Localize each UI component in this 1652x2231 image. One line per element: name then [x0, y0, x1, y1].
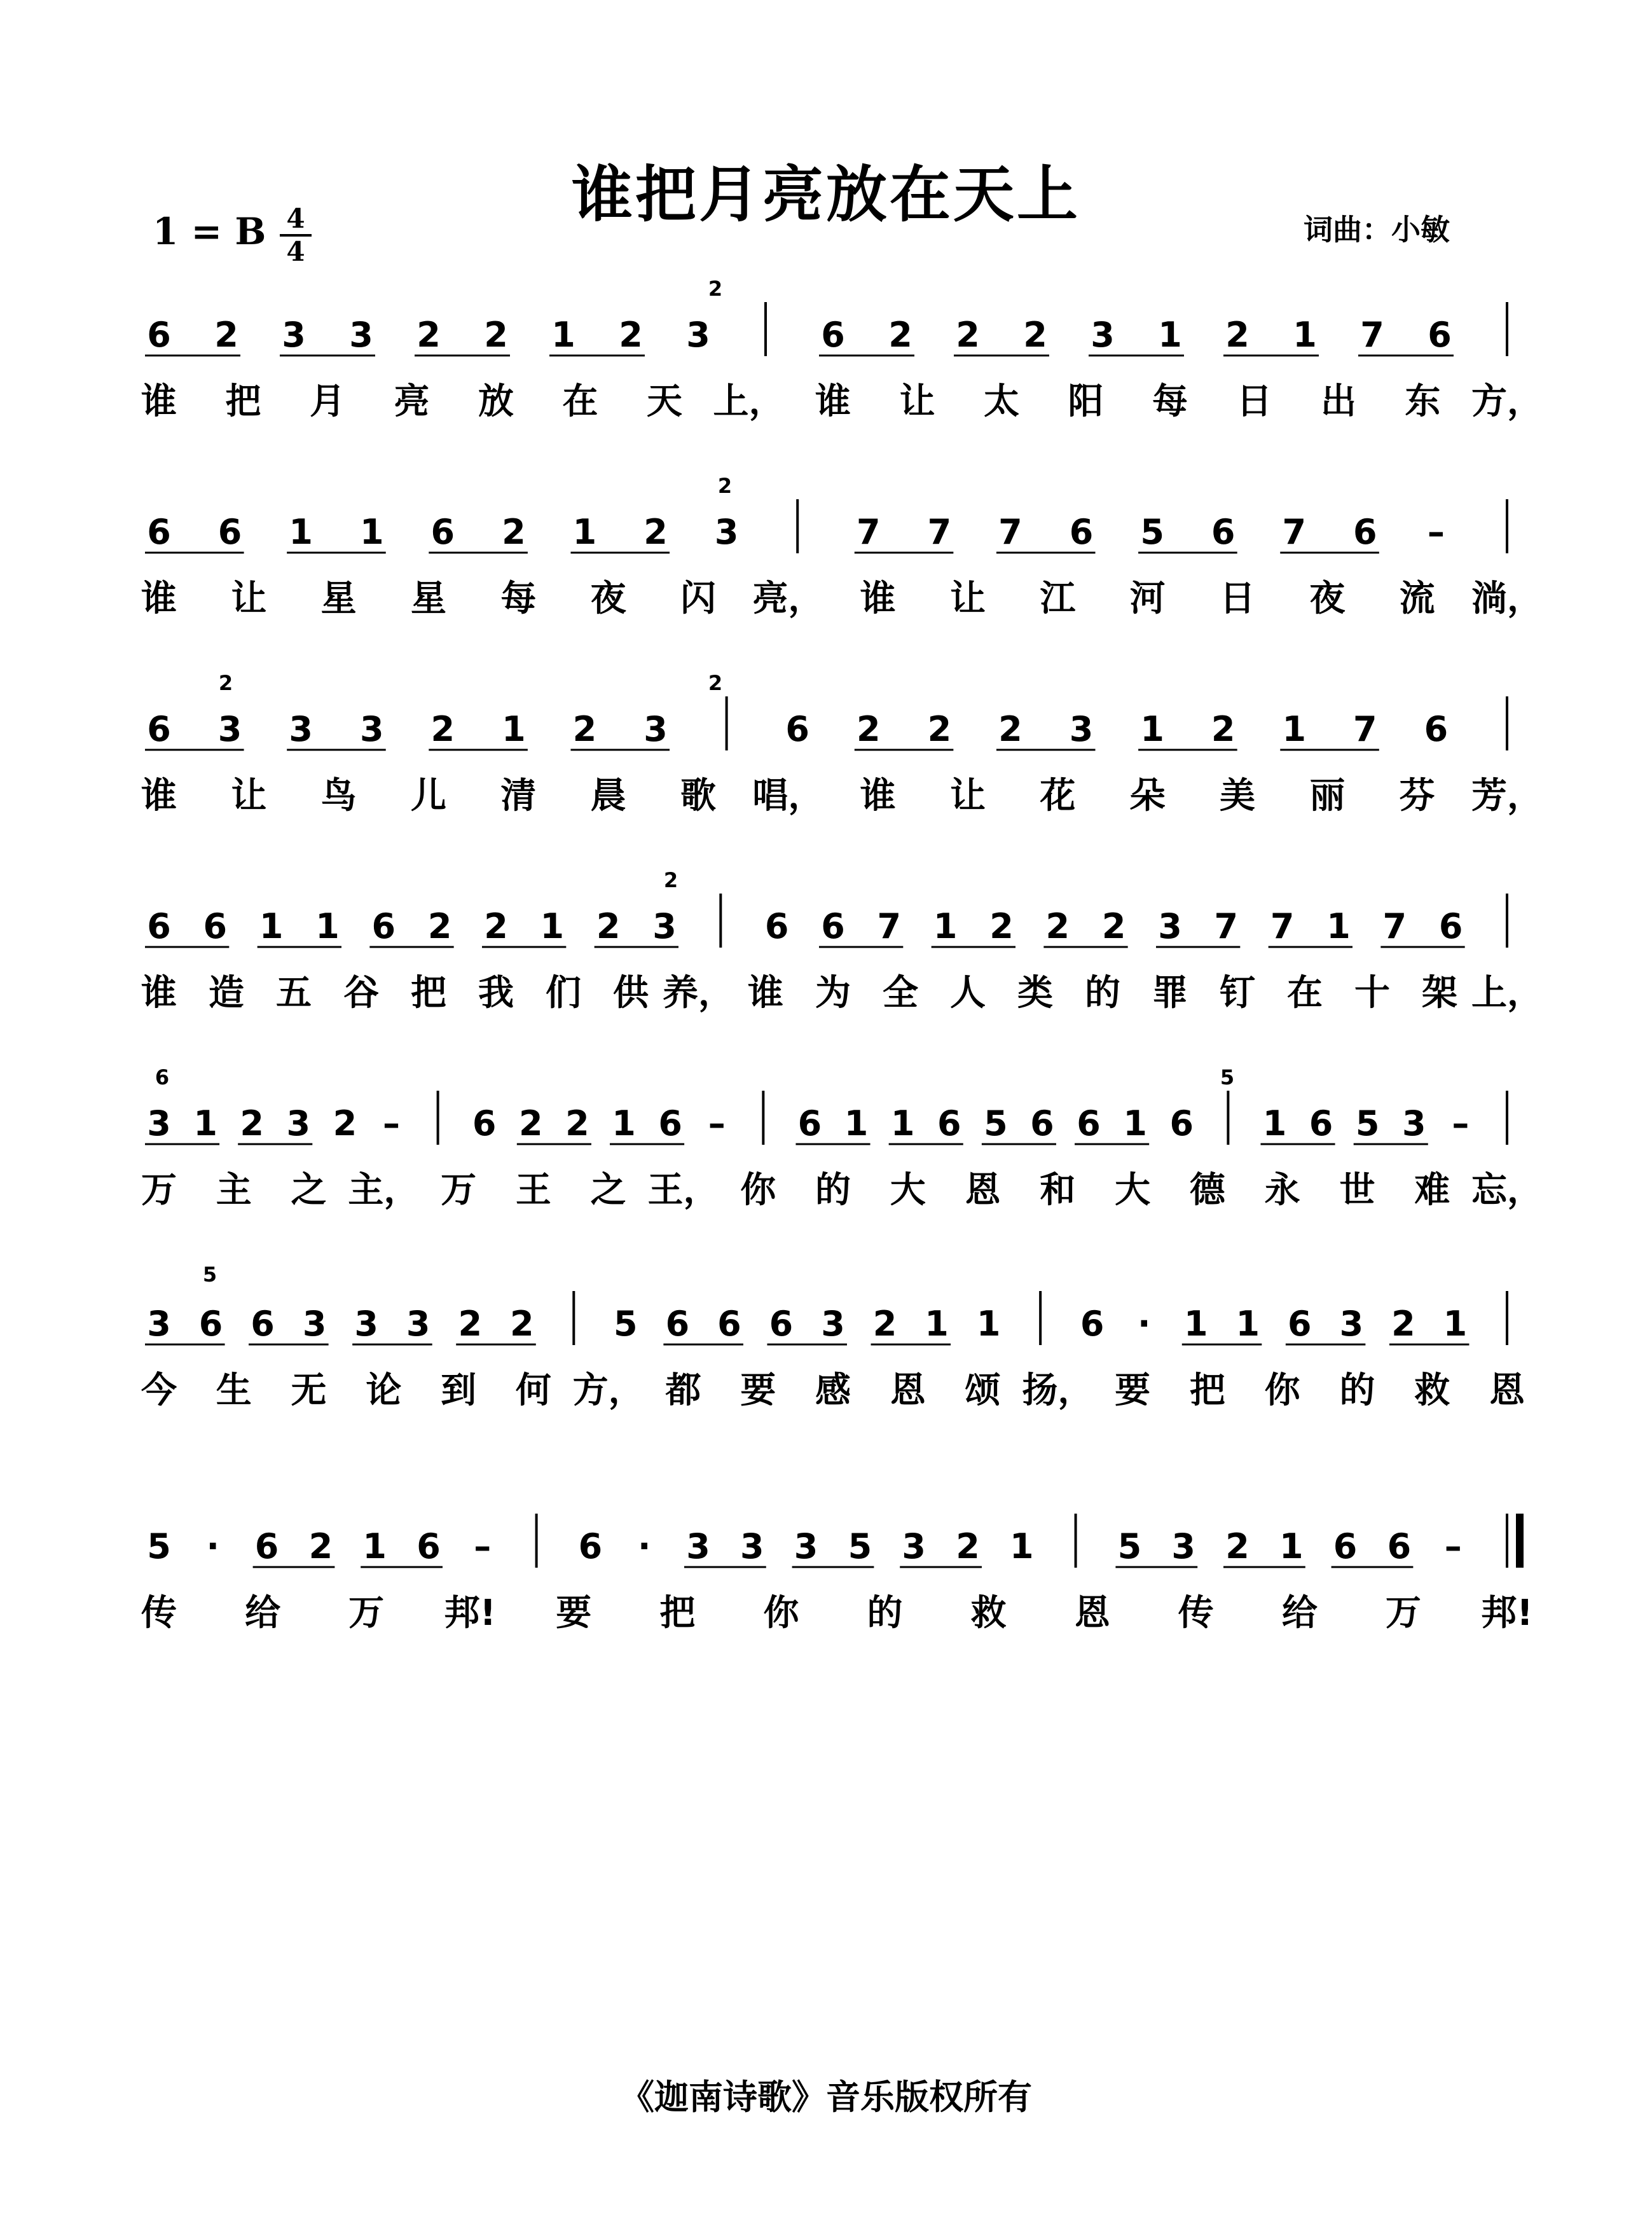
note: 2 — [308, 1526, 333, 1566]
lyric-syllable: 河 — [1129, 578, 1166, 619]
lyric-syllable: 朵 — [1129, 775, 1166, 817]
copyright-notice: 《迦南诗歌》音乐版权所有 — [620, 2077, 1032, 2117]
grace-note: 2 — [663, 868, 678, 892]
note: 6 — [254, 1526, 279, 1566]
note: 1 — [193, 1103, 217, 1143]
lyric-syllable: 邦! — [1481, 1592, 1533, 1634]
lyric-syllable: 你 — [740, 1170, 776, 1211]
lyric-syllable: 把 — [225, 381, 261, 422]
note: 2 — [502, 512, 526, 552]
note: 3 — [902, 1526, 926, 1566]
note: 6 — [147, 512, 171, 552]
lyric-syllable: 闪 — [680, 578, 716, 619]
lyric-syllable: 芬 — [1399, 775, 1435, 817]
lyric-syllable: 给 — [245, 1592, 281, 1634]
note: 3 — [1158, 906, 1182, 946]
note: 2 — [989, 906, 1014, 946]
lyric-syllable: 要 — [740, 1370, 776, 1411]
note: 3 — [1091, 315, 1115, 355]
lyric-syllable: 江 — [1040, 578, 1076, 619]
lyric-syllable: 德 — [1189, 1170, 1225, 1211]
lyric-syllable: 要 — [556, 1592, 592, 1634]
note: · — [1137, 1304, 1151, 1344]
lyric-syllable: 芳， — [1471, 775, 1543, 817]
note: 2 — [956, 315, 980, 355]
note: 2 — [572, 709, 597, 749]
lyric-syllable: 每 — [500, 578, 537, 619]
note: 6 — [1309, 1103, 1333, 1143]
lyric-syllable: 上， — [713, 381, 785, 422]
lyric-syllable: 到 — [441, 1370, 477, 1411]
key-signature: 1 = B — [153, 210, 266, 253]
note: 6 — [797, 1103, 822, 1143]
time-denominator: 4 — [286, 236, 305, 267]
note: 6 — [578, 1526, 603, 1566]
note: 6 — [430, 512, 455, 552]
note: 2 — [484, 906, 508, 946]
sustain-dash: – — [708, 1103, 726, 1143]
lyric-syllable: 把 — [1189, 1370, 1225, 1411]
lyric-syllable: 谁 — [141, 775, 177, 817]
lyric-syllable: 谁 — [141, 972, 177, 1014]
lyric-syllable: 方， — [572, 1370, 644, 1411]
note: 3 — [1402, 1103, 1426, 1143]
lyric-syllable: 在 — [1287, 972, 1323, 1014]
lyric-syllable: 邦! — [444, 1592, 497, 1634]
note: 2 — [872, 1304, 897, 1344]
note: 1 — [1279, 1526, 1304, 1566]
note: 6 — [658, 1103, 682, 1143]
lyric-syllable: 晨 — [590, 775, 626, 817]
note: 6 — [764, 906, 789, 946]
sustain-dash: – — [1427, 512, 1445, 552]
lyric-syllable: 要 — [1115, 1370, 1151, 1411]
note: 3 — [794, 1526, 818, 1566]
note: 2 — [888, 315, 912, 355]
lyric-syllable: 万 — [348, 1592, 385, 1634]
note: 3 — [147, 1304, 171, 1344]
note: 1 — [315, 906, 340, 946]
lyric-syllable: 颂 — [965, 1370, 1001, 1411]
note: 3 — [1339, 1304, 1364, 1344]
note: · — [206, 1526, 220, 1566]
note: 1 — [976, 1304, 1001, 1344]
note: 1 — [572, 512, 597, 552]
note: 7 — [1360, 315, 1384, 355]
note: 1 — [890, 1103, 915, 1143]
note: 6 — [717, 1304, 741, 1344]
lyric-syllable: 方， — [1471, 381, 1543, 422]
note: 6 — [217, 512, 242, 552]
note: 6 — [147, 315, 171, 355]
note: 2 — [956, 1526, 980, 1566]
note: 2 — [430, 709, 455, 749]
lyric-syllable: 夜 — [1309, 578, 1346, 619]
lyric-syllable: 恩 — [1489, 1370, 1525, 1411]
note: 6 — [785, 709, 809, 749]
lyric-syllable: 谷 — [343, 972, 379, 1014]
lyric-syllable: 唱， — [752, 775, 824, 817]
note: 6 — [821, 315, 845, 355]
note: 6 — [1288, 1304, 1312, 1344]
note: 2 — [1045, 906, 1070, 946]
lyric-syllable: 亮 — [394, 381, 430, 422]
lyric-syllable: 我 — [478, 972, 514, 1014]
note: 1 — [1140, 709, 1164, 749]
note: 6 — [1080, 1304, 1105, 1344]
note: 5 — [1140, 512, 1164, 552]
lyric-syllable: 让 — [231, 578, 267, 619]
lyric-syllable: 淌， — [1471, 578, 1543, 619]
grace-note: 2 — [717, 474, 733, 498]
note: 6 — [1211, 512, 1236, 552]
note: 1 — [1010, 1526, 1034, 1566]
note: 7 — [877, 906, 902, 946]
note: 3 — [1171, 1526, 1195, 1566]
note: 7 — [1270, 906, 1295, 946]
lyric-syllable: 无 — [291, 1370, 327, 1411]
lyric-syllable: 让 — [950, 775, 986, 817]
note: 2 — [1225, 1526, 1249, 1566]
lyric-syllable: 们 — [546, 972, 581, 1014]
note: 7 — [998, 512, 1022, 552]
sustain-dash: – — [474, 1526, 492, 1566]
lyric-syllable: 给 — [1281, 1592, 1318, 1634]
note: 6 — [1428, 315, 1452, 355]
note: 3 — [821, 1304, 845, 1344]
note: 3 — [217, 709, 242, 749]
note: 2 — [857, 709, 881, 749]
lyric-syllable: 传 — [1178, 1592, 1214, 1634]
lyric-syllable: 钉 — [1220, 972, 1255, 1014]
note: 1 — [359, 512, 384, 552]
note: 7 — [1214, 906, 1239, 946]
note: 2 — [565, 1103, 589, 1143]
note: 1 — [502, 709, 526, 749]
lyric-syllable: 论 — [366, 1370, 402, 1411]
note: 6 — [371, 906, 396, 946]
note: 2 — [240, 1103, 264, 1143]
lyric-syllable: 类 — [1017, 972, 1053, 1014]
note: 6 — [665, 1304, 690, 1344]
note: 3 — [652, 906, 677, 946]
note: 3 — [286, 1103, 311, 1143]
note: 5 — [1355, 1103, 1380, 1143]
note: 6 — [1387, 1526, 1412, 1566]
lyric-syllable: 主 — [216, 1170, 252, 1211]
note: 6 — [1333, 1526, 1358, 1566]
note: 2 — [484, 315, 508, 355]
lyric-syllable: 流 — [1399, 578, 1435, 619]
lyric-syllable: 的 — [867, 1592, 903, 1634]
note: 2 — [1101, 906, 1126, 946]
lyric-syllable: 的 — [1339, 1370, 1375, 1411]
note: 6 — [147, 709, 171, 749]
lyric-syllable: 歌 — [680, 775, 716, 817]
note: 5 — [848, 1526, 872, 1566]
lyric-syllable: 你 — [1264, 1370, 1300, 1411]
note: 1 — [289, 512, 313, 552]
grace-note: 5 — [202, 1262, 217, 1287]
final-barline — [1516, 1514, 1524, 1568]
lyric-syllable: 供 — [613, 972, 649, 1014]
lyric-syllable: 花 — [1040, 775, 1076, 817]
time-numerator: 4 — [286, 203, 305, 234]
grace-note: 2 — [708, 671, 723, 695]
lyric-syllable: 谁 — [815, 381, 851, 422]
note: 1 — [259, 906, 284, 946]
grace-note: 5 — [1220, 1065, 1235, 1089]
note: 6 — [937, 1103, 961, 1143]
note: 2 — [1225, 315, 1249, 355]
note: 3 — [289, 709, 313, 749]
note: 6 — [1030, 1103, 1054, 1143]
lyric-syllable: 万 — [1385, 1592, 1421, 1634]
lyric-syllable: 的 — [815, 1170, 851, 1211]
lyric-syllable: 救 — [970, 1592, 1007, 1634]
lyric-syllable: 恩 — [965, 1170, 1001, 1211]
lyric-syllable: 万 — [141, 1170, 177, 1211]
note: 1 — [540, 906, 565, 946]
note: 7 — [1282, 512, 1307, 552]
lyric-syllable: 日 — [1220, 578, 1255, 619]
note: 1 — [844, 1103, 869, 1143]
note: 3 — [686, 1526, 710, 1566]
note: 5 — [984, 1103, 1008, 1143]
note: 3 — [359, 709, 384, 749]
note: 1 — [1293, 315, 1317, 355]
note: 3 — [406, 1304, 430, 1344]
lyric-syllable: 大 — [1115, 1170, 1151, 1211]
lyric-syllable: 夜 — [590, 578, 626, 619]
note: 2 — [214, 315, 238, 355]
lyric-syllable: 亮， — [752, 578, 824, 619]
note: 6 — [416, 1526, 441, 1566]
note: 1 — [612, 1103, 636, 1143]
note: 6 — [198, 1304, 223, 1344]
note: 2 — [519, 1103, 543, 1143]
lyric-syllable: 谁 — [748, 972, 783, 1014]
note: 2 — [509, 1304, 534, 1344]
lyric-syllable: 日 — [1236, 381, 1272, 422]
note: 5 — [147, 1526, 171, 1566]
lyric-syllable: 造 — [209, 972, 244, 1014]
lyric-syllable: 王， — [647, 1170, 719, 1211]
note: 3 — [740, 1526, 764, 1566]
note: 2 — [927, 709, 952, 749]
note: 3 — [282, 315, 306, 355]
lyric-syllable: 架 — [1422, 972, 1457, 1014]
song-title: 谁把月亮放在天上 — [572, 159, 1080, 230]
note: 6 — [1438, 906, 1463, 946]
lyric-syllable: 恩 — [1074, 1592, 1110, 1634]
note: 1 — [1123, 1103, 1147, 1143]
lyric-syllable: 扬， — [1022, 1370, 1094, 1411]
lyric-syllable: 谁 — [860, 578, 896, 619]
note: 1 — [1326, 906, 1351, 946]
note: 2 — [998, 709, 1022, 749]
note: 1 — [1158, 315, 1182, 355]
note: 5 — [614, 1304, 638, 1344]
lyric-syllable: 让 — [950, 578, 986, 619]
note: 6 — [147, 906, 171, 946]
note: 2 — [1023, 315, 1047, 355]
note: 3 — [686, 315, 710, 355]
lyric-syllable: 让 — [231, 775, 267, 817]
lyric-syllable: 谁 — [141, 578, 177, 619]
note: 7 — [857, 512, 881, 552]
lyric-syllable: 救 — [1414, 1370, 1450, 1411]
lyric-syllable: 的 — [1085, 972, 1120, 1014]
lyric-syllable: 王 — [515, 1170, 551, 1211]
lyric-syllable: 都 — [665, 1370, 701, 1411]
lyric-syllable: 儿 — [411, 775, 446, 817]
lyric-syllable: 永 — [1264, 1170, 1300, 1211]
note: 1 — [551, 315, 575, 355]
note: 6 — [1077, 1103, 1101, 1143]
lyric-syllable: 月 — [310, 381, 345, 422]
lyric-syllable: 忘， — [1471, 1170, 1543, 1211]
lyricist-composer-credit: 词曲：小敏 — [1304, 212, 1450, 247]
note: 1 — [1262, 1103, 1287, 1143]
lyric-syllable: 罪 — [1152, 972, 1188, 1014]
sustain-dash: – — [383, 1103, 401, 1143]
lyric-syllable: 养， — [663, 972, 734, 1014]
lyric-syllable: 全 — [883, 972, 918, 1014]
sustain-dash: – — [1452, 1103, 1470, 1143]
lyric-syllable: 丽 — [1309, 775, 1346, 817]
lyric-syllable: 五 — [276, 972, 312, 1014]
lyric-syllable: 把 — [411, 972, 446, 1014]
note: 6 — [1424, 709, 1449, 749]
lyric-syllable: 为 — [815, 972, 851, 1014]
note: 6 — [1353, 512, 1377, 552]
lyric-syllable: 把 — [659, 1592, 696, 1634]
note: 1 — [362, 1526, 387, 1566]
note: 6 — [769, 1304, 794, 1344]
lyric-syllable: 难 — [1414, 1170, 1450, 1211]
lyric-syllable: 之 — [590, 1170, 626, 1211]
lyric-syllable: 上， — [1471, 972, 1543, 1014]
lyric-syllable: 阳 — [1068, 381, 1104, 422]
note: 1 — [1282, 709, 1307, 749]
lyric-syllable: 每 — [1152, 381, 1188, 422]
lyric-syllable: 何 — [515, 1370, 551, 1411]
note: 2 — [1391, 1304, 1415, 1344]
lyric-syllable: 星 — [411, 578, 446, 619]
grace-note: 6 — [155, 1065, 170, 1089]
note: 2 — [644, 512, 668, 552]
note: 2 — [596, 906, 621, 946]
lyric-syllable: 恩 — [890, 1370, 926, 1411]
lyric-syllable: 东 — [1405, 381, 1441, 422]
lyric-syllable: 传 — [141, 1592, 177, 1634]
note: 3 — [147, 1103, 171, 1143]
note: 3 — [302, 1304, 327, 1344]
note: 6 — [251, 1304, 275, 1344]
lyric-syllable: 太 — [984, 381, 1019, 422]
note: 2 — [427, 906, 452, 946]
note: 1 — [925, 1304, 949, 1344]
lyric-syllable: 世 — [1339, 1170, 1375, 1211]
lyric-syllable: 生 — [216, 1370, 252, 1411]
lyric-syllable: 星 — [320, 578, 357, 619]
note: 5 — [1117, 1526, 1142, 1566]
note: 2 — [458, 1304, 483, 1344]
note: 3 — [714, 512, 739, 552]
note: 7 — [1353, 709, 1377, 749]
note: 1 — [1183, 1304, 1208, 1344]
grace-note: 2 — [708, 277, 723, 301]
lyric-syllable: 美 — [1220, 775, 1255, 817]
note: 3 — [644, 709, 668, 749]
note: 3 — [349, 315, 373, 355]
note: 3 — [1069, 709, 1094, 749]
note: 6 — [203, 906, 228, 946]
lyric-syllable: 十 — [1354, 972, 1390, 1014]
note: 7 — [927, 512, 952, 552]
lyric-syllable: 和 — [1040, 1170, 1076, 1211]
note: 3 — [354, 1304, 378, 1344]
lyric-syllable: 人 — [950, 972, 986, 1014]
lyric-syllable: 天 — [647, 381, 682, 422]
note: 1 — [933, 906, 958, 946]
lyric-syllable: 让 — [899, 381, 935, 422]
lyric-syllable: 你 — [763, 1592, 799, 1634]
lyric-syllable: 主， — [348, 1170, 420, 1211]
sustain-dash: – — [1444, 1526, 1462, 1566]
lyric-syllable: 清 — [500, 775, 537, 817]
lyric-syllable: 感 — [815, 1370, 851, 1411]
note: 6 — [1069, 512, 1094, 552]
lyric-syllable: 大 — [890, 1170, 926, 1211]
lyric-syllable: 谁 — [141, 381, 177, 422]
lyric-syllable: 万 — [441, 1170, 477, 1211]
note: 2 — [619, 315, 643, 355]
note: 2 — [416, 315, 441, 355]
note: 1 — [1236, 1304, 1260, 1344]
lyric-syllable: 在 — [562, 381, 598, 422]
lyric-syllable: 谁 — [860, 775, 896, 817]
lyric-syllable: 放 — [478, 381, 514, 422]
lyric-syllable: 之 — [291, 1170, 327, 1211]
note: 7 — [1382, 906, 1407, 946]
note: 6 — [472, 1103, 497, 1143]
grace-note: 2 — [218, 671, 233, 695]
note: 6 — [1169, 1103, 1194, 1143]
lyric-syllable: 鸟 — [320, 775, 357, 817]
note: 6 — [821, 906, 845, 946]
note: 2 — [333, 1103, 357, 1143]
note: 1 — [1443, 1304, 1468, 1344]
note: · — [637, 1526, 651, 1566]
note: 2 — [1211, 709, 1236, 749]
lyric-syllable: 今 — [141, 1370, 177, 1411]
lyric-syllable: 出 — [1321, 381, 1356, 422]
